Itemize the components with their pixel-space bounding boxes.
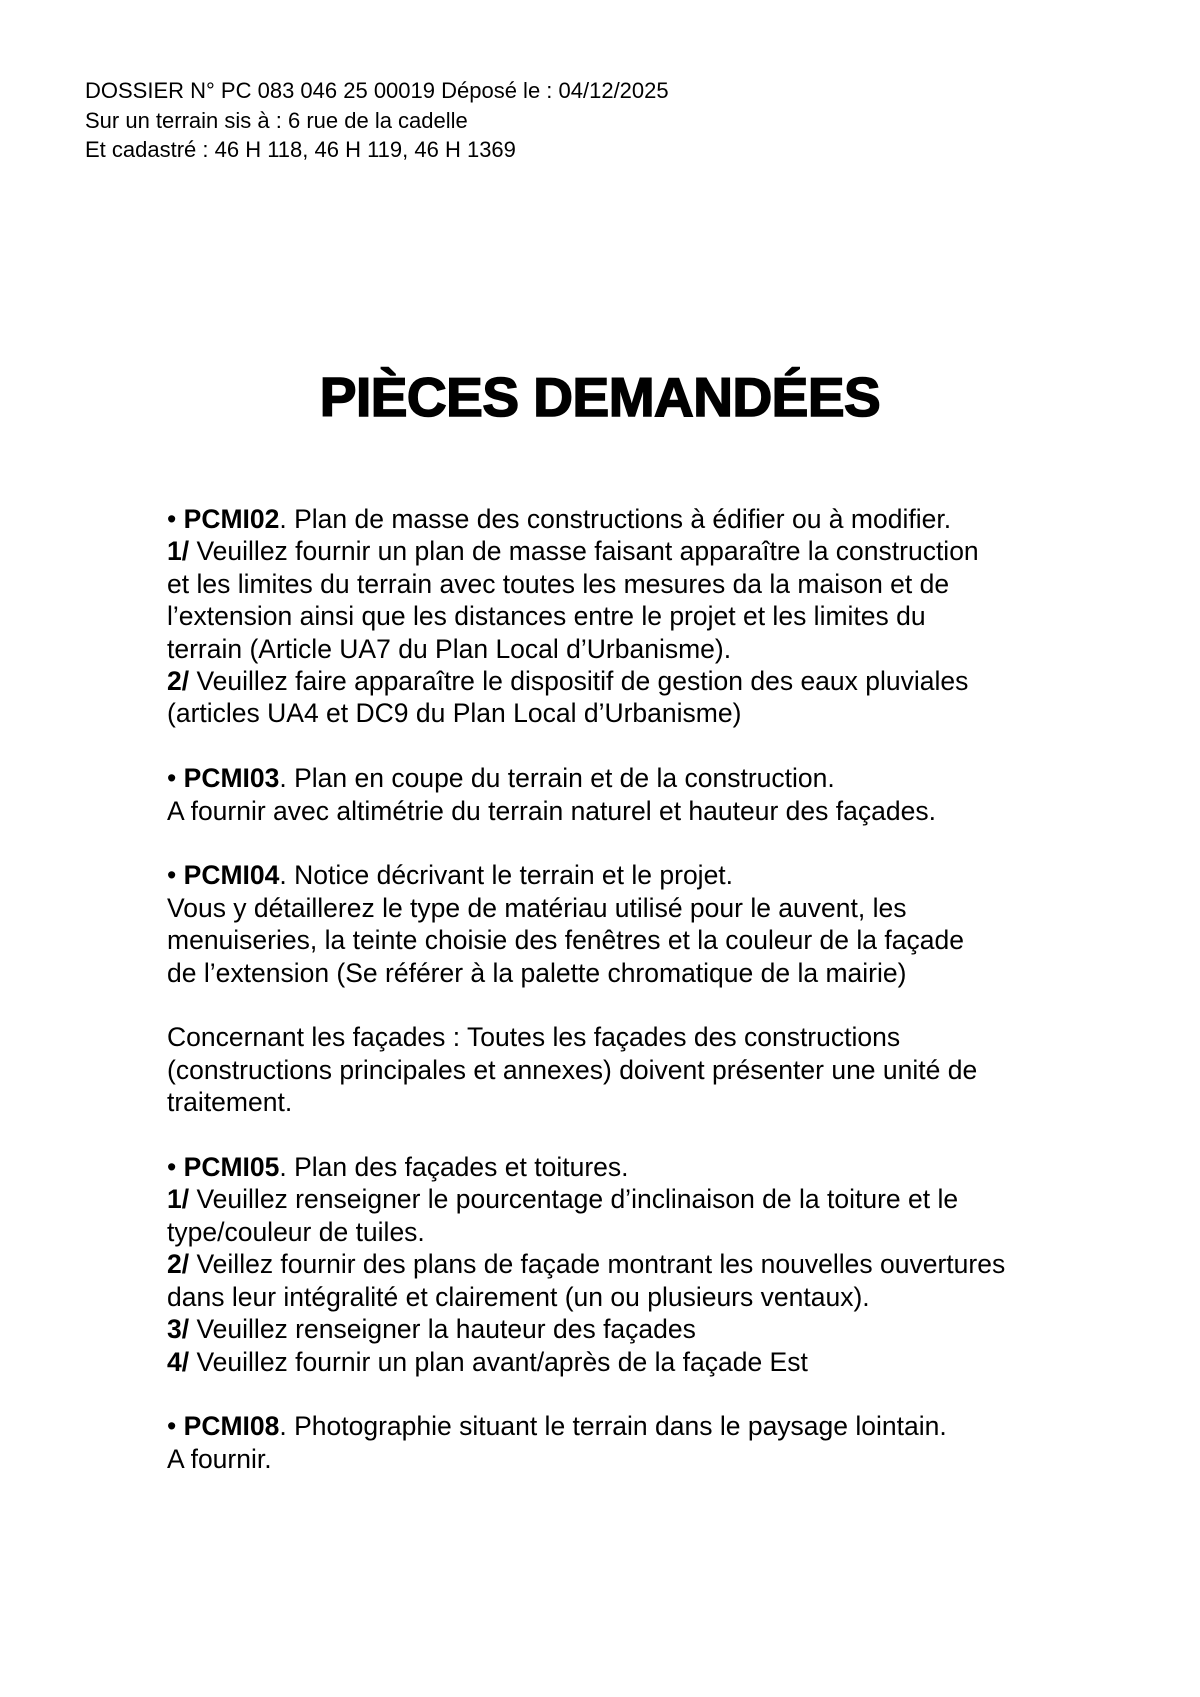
bullet-marker: •	[167, 763, 184, 794]
line-text: et les limites du terrain avec toutes les mesures da la maison et de	[167, 568, 950, 599]
line-text: de l’extension (Se référer à la palette chromatique de la mairie)	[167, 957, 907, 988]
line-text: . Plan des façades et toitures.	[279, 1152, 629, 1183]
text-line	[167, 762, 1005, 794]
bold-label: 4/	[167, 1346, 190, 1377]
line-text: Veuillez fournir un plan de masse faisant apparaître la construction	[189, 536, 979, 567]
text-line	[167, 1281, 1005, 1313]
bullet-marker: •	[167, 1152, 184, 1183]
dossier-number-line: DOSSIER N° PC 083 046 25 00019 Déposé le : 04/12/2025	[85, 78, 669, 103]
text-line	[167, 957, 1005, 989]
page-title: PIÈCES DEMANDÉES	[319, 365, 881, 428]
text-line	[167, 1151, 1005, 1183]
terrain-address-line: Sur un terrain sis à : 6 rue de la cadelle	[85, 107, 468, 133]
line-text: type/couleur de tuiles.	[167, 1216, 425, 1247]
section-pcmi08	[167, 1410, 1005, 1475]
text-line	[167, 1054, 1005, 1086]
bold-label: PCMI05	[183, 1152, 280, 1183]
text-line	[167, 1021, 1005, 1053]
cadastre-line: Et cadastré : 46 H 118, 46 H 119, 46 H 1369	[85, 137, 516, 163]
section-pcmi04	[167, 859, 1005, 989]
text-line	[167, 1443, 1005, 1475]
text-line	[167, 1248, 1005, 1280]
text-line	[167, 924, 1005, 956]
line-text: traitement.	[167, 1087, 293, 1118]
text-line	[167, 1410, 1005, 1442]
text-line	[167, 535, 1005, 567]
line-text: l’extension ainsi que les distances entre le projet et les limites du	[167, 601, 926, 632]
text-line	[167, 665, 1005, 697]
text-line	[167, 795, 1005, 827]
section-pcmi02	[167, 503, 1005, 730]
text-line	[167, 892, 1005, 924]
bold-label: PCMI04	[183, 860, 280, 891]
text-line	[167, 600, 1005, 632]
text-line	[167, 503, 1005, 535]
line-text: menuiseries, la teinte choisie des fenêtres et la couleur de la façade	[167, 925, 964, 956]
text-line	[167, 1313, 1005, 1345]
section-pcmi03	[167, 762, 1005, 827]
section-pcmi05	[167, 1151, 1005, 1378]
line-text: . Notice décrivant le terrain et le projet.	[279, 860, 734, 891]
bullet-marker: •	[167, 1411, 184, 1442]
line-text: Vous y détaillerez le type de matériau utilisé pour le auvent, les	[167, 892, 907, 923]
line-text: terrain (Article UA7 du Plan Local d’Urbanisme).	[167, 633, 732, 664]
bold-label: 3/	[167, 1314, 190, 1345]
document-body	[167, 503, 1005, 1508]
bold-label: PCMI03	[183, 763, 280, 794]
line-text: . Plan de masse des constructions à édifier ou à modifier.	[279, 504, 952, 534]
text-line	[167, 1086, 1005, 1118]
line-text: dans leur intégralité et clairement (un ou plusieurs ventaux).	[167, 1281, 870, 1312]
line-text: (constructions principales et annexes) doivent présenter une unité de	[167, 1054, 978, 1085]
line-text: Concernant les façades : Toutes les façades des constructions	[167, 1022, 901, 1053]
bold-label: 1/	[167, 536, 190, 567]
line-text: Veuillez renseigner le pourcentage d’inclinaison de la toiture et le	[189, 1184, 959, 1215]
line-text: . Plan en coupe du terrain et de la construction.	[279, 763, 835, 794]
text-line	[167, 1183, 1005, 1215]
bold-label: 1/	[167, 1184, 190, 1215]
bold-label: PCMI02	[183, 504, 280, 534]
bullet-marker: •	[167, 504, 184, 534]
bold-label: 2/	[167, 666, 190, 697]
line-text: . Photographie situant le terrain dans le paysage lointain.	[279, 1411, 947, 1442]
bold-label: 2/	[167, 1249, 190, 1280]
line-text: A fournir.	[167, 1443, 272, 1474]
bold-label: PCMI08	[183, 1411, 280, 1442]
paragraph-facades-note	[167, 1021, 1005, 1118]
text-line	[167, 697, 1005, 729]
dossier-header	[85, 76, 669, 165]
line-text: Veuillez fournir un plan avant/après de la façade Est	[189, 1346, 808, 1377]
line-text: A fournir avec altimétrie du terrain naturel et hauteur des façades.	[167, 795, 936, 826]
line-text: Veuillez renseigner la hauteur des façades	[189, 1314, 696, 1345]
line-text: Veillez fournir des plans de façade montrant les nouvelles ouvertures	[189, 1249, 1006, 1280]
text-line	[167, 633, 1005, 665]
line-text: Veuillez faire apparaître le dispositif de gestion des eaux pluviales	[189, 666, 969, 697]
line-text: (articles UA4 et DC9 du Plan Local d’Urbanisme)	[167, 698, 742, 729]
text-line	[167, 1216, 1005, 1248]
text-line	[167, 568, 1005, 600]
bullet-marker: •	[167, 860, 184, 891]
text-line	[167, 1346, 1005, 1378]
text-line	[167, 859, 1005, 891]
